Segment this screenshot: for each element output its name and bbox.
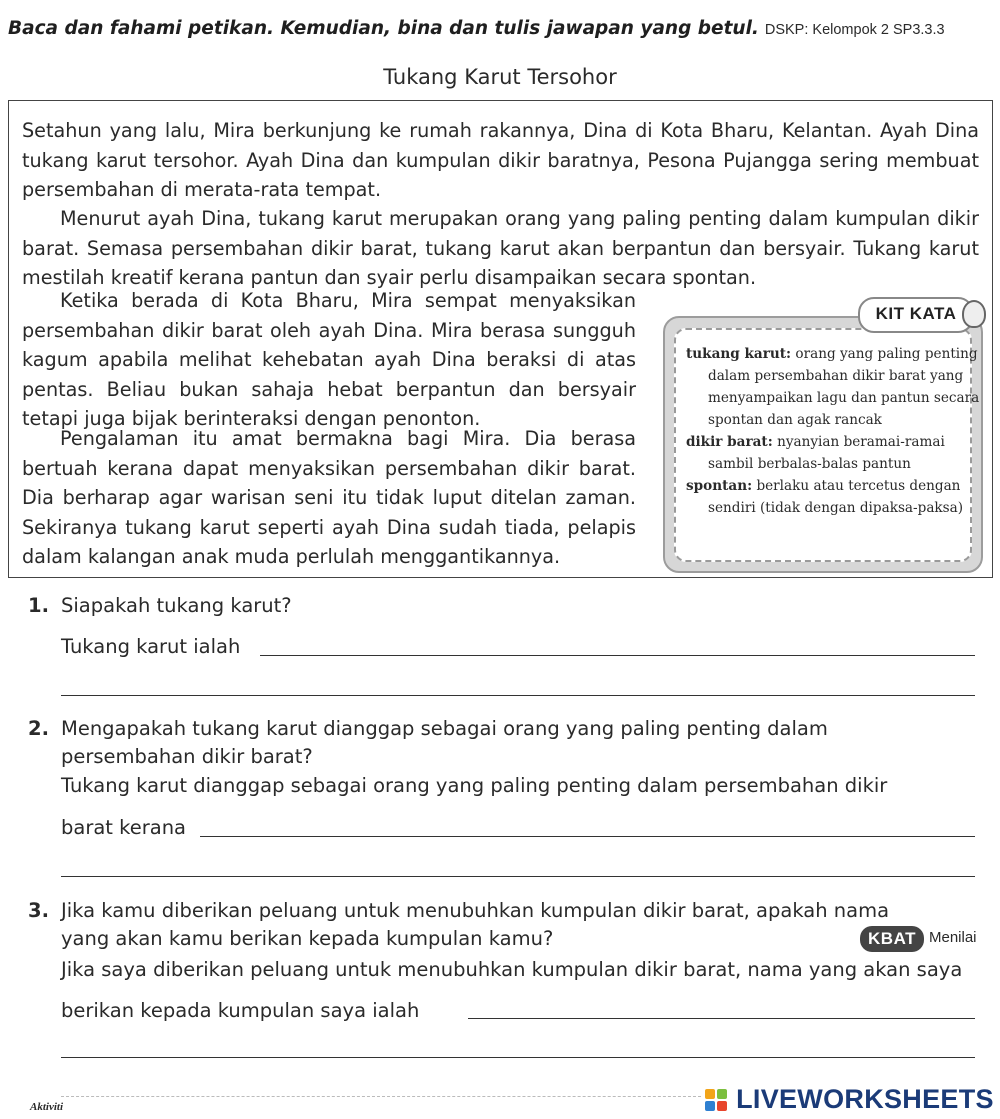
glossary-entry <box>686 431 981 475</box>
glossary-term: spontan: <box>686 478 753 494</box>
glossary-term: tukang karut: <box>686 346 792 362</box>
instruction-text: Baca dan fahami petikan. Kemudian, bina dan tulis jawapan yang betul. <box>8 18 759 39</box>
question-1-text: Siapakah tukang karut? <box>61 594 292 617</box>
question-3-number: 3. <box>28 899 49 922</box>
answer-1-line-2[interactable] <box>61 695 975 696</box>
liveworksheets-wordmark: LIVEWORKSHEETS <box>736 1084 994 1114</box>
dskp-reference: DSKP: Kelompok 2 SP3.3.3 <box>764 22 945 38</box>
passage-paragraph-1: Setahun yang lalu, Mira berkunjung ke rumah rakannya, Dina di Kota Bharu, Kelantan. Ayah Dina tukang karut tersohor. Ayah Dina dan kumpulan dikir baratnya, Pesona Pujangga sering membuat persembahan di merata-rata tempat. <box>22 119 979 201</box>
question-3-text-line-1: Jika kamu diberikan peluang untuk menubuhkan kumpulan dikir barat, apakah nama <box>61 899 890 922</box>
aktiviti-label: Aktiviti <box>30 1101 63 1113</box>
liveworksheets-logo-icon <box>705 1089 727 1111</box>
question-2-stem-line-1: Tukang karut dianggap sebagai orang yang paling penting dalam persembahan dikir <box>61 774 888 797</box>
glossary-definition: orang yang paling penting dalam persembahan dikir barat yang menyampaikan lagu dan pantun secara spontan dan agak rancak <box>708 346 980 428</box>
passage-title: Tukang Karut Tersohor <box>383 65 617 89</box>
liveworksheets-brand[interactable] <box>705 1084 994 1116</box>
glossary-definition: berlaku atau tercetus dengan sendiri (tidak dengan dipaksa-paksa) <box>708 478 964 516</box>
question-1-number: 1. <box>28 594 49 617</box>
kbat-badge: KBAT <box>860 926 924 952</box>
question-3-stem-line-1: Jika saya diberikan peluang untuk menubuhkan kumpulan dikir barat, nama yang akan saya <box>61 958 963 981</box>
question-2-stem-line-2: barat kerana <box>61 816 187 839</box>
answer-3-line-3[interactable] <box>61 1096 701 1097</box>
kbat-level: Menilai <box>929 929 977 946</box>
passage-paragraph-2: Menurut ayah Dina, tukang karut merupakan orang yang paling penting dalam kumpulan dikir barat. Semasa persembahan dikir barat, tukang karut akan berpantun dan bersyair. Tukang karut mestilah kreatif kerana pantun dan syair perlu disampaikan secara spontan. <box>22 207 979 289</box>
lightbulb-icon <box>962 300 986 328</box>
question-3-stem-line-2: berikan kepada kumpulan saya ialah <box>61 999 420 1022</box>
question-1-stem: Tukang karut ialah <box>61 635 241 658</box>
question-2-text-line-1: Mengapakah tukang karut dianggap sebagai orang yang paling penting dalam <box>61 717 828 740</box>
question-2-text-line-2: persembahan dikir barat? <box>61 745 313 768</box>
answer-3-line[interactable] <box>468 1018 975 1019</box>
question-2-number: 2. <box>28 717 49 740</box>
passage-paragraph-3: Ketika berada di Kota Bharu, Mira sempat menyaksikan persembahan dikir barat oleh ayah Dina. Mira berasa sungguh kagum apabila melihat kehebatan ayah Dina beraksi di atas pentas. Beliau bukan sahaja hebat berpantun dan bersyair tetapi juga bijak berinteraksi dengan penonton. <box>22 289 636 430</box>
kit-kata-entries <box>686 343 981 519</box>
glossary-entry <box>686 343 981 431</box>
answer-1-line[interactable] <box>260 655 975 656</box>
answer-3-line-2[interactable] <box>61 1057 975 1058</box>
answer-2-line[interactable] <box>200 836 975 837</box>
glossary-entry <box>686 475 981 519</box>
kit-kata-label: KIT KATA <box>858 297 974 333</box>
glossary-term: dikir barat: <box>686 434 773 450</box>
glossary-definition: nyanyian beramai-ramai sambil berbalas-balas pantun <box>708 434 945 472</box>
answer-2-line-2[interactable] <box>61 876 975 877</box>
question-3-text-line-2: yang akan kamu berikan kepada kumpulan kamu? <box>61 927 554 950</box>
passage-paragraph-4: Pengalaman itu amat bermakna bagi Mira. Dia berasa bertuah kerana dapat menyaksikan persembahan dikir barat. Dia berharap agar warisan seni itu tidak luput ditelan zaman. Sekiranya tukang karut seperti ayah Dina sudah tiada, pelapis dalam kalangan anak muda perlulah menggantikannya. <box>22 427 636 568</box>
instruction <box>8 18 998 39</box>
